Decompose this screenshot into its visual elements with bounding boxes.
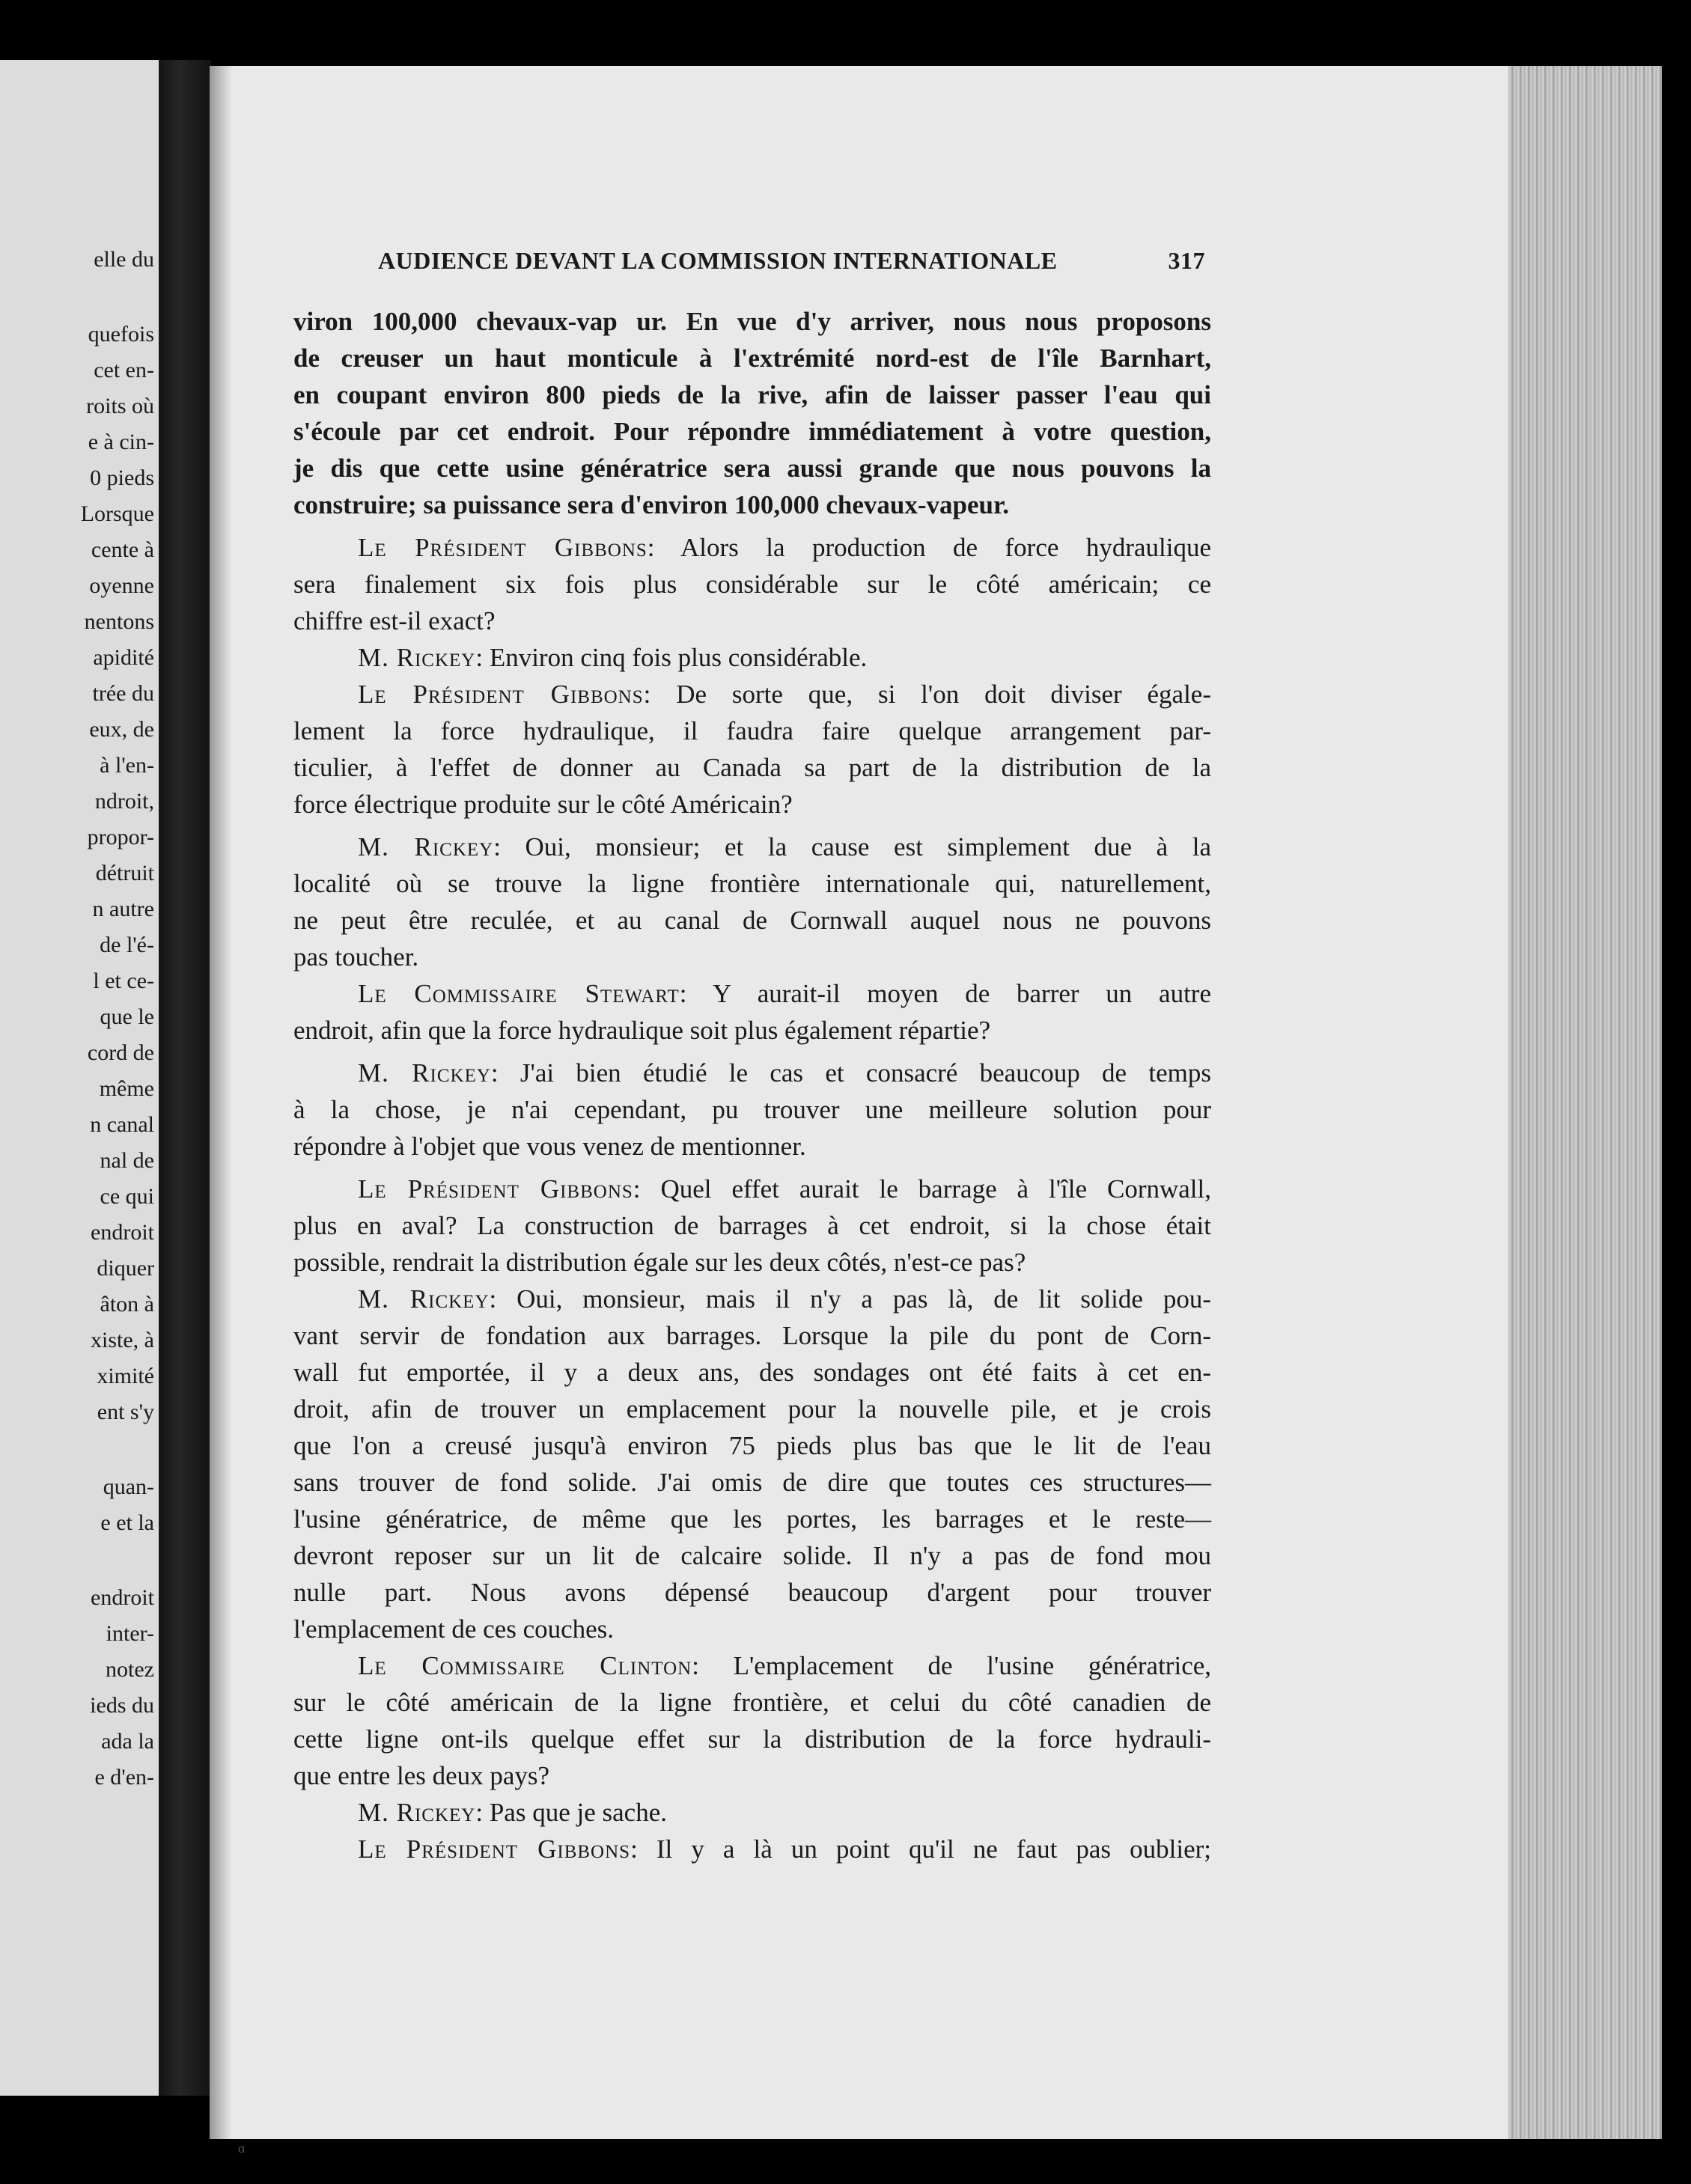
text-line <box>293 1831 1211 1867</box>
margin-fragment: 0 pieds <box>90 466 154 490</box>
text-line <box>293 1055 1211 1091</box>
line-text: sera finalement six fois plus considérable sur le côté américain; ce <box>293 570 1211 599</box>
text-line <box>293 486 1211 523</box>
margin-fragment: détruit <box>95 861 154 885</box>
text-line <box>293 566 1211 603</box>
running-header <box>378 247 1205 278</box>
line-text: viron 100,000 chevaux-vap ur. En vue d'y arriver, nous nous proposons <box>293 307 1211 336</box>
margin-fragment: ada la <box>101 1729 154 1754</box>
line-text: cette ligne ont-ils quelque effet sur la distribution de la force hydrauli- <box>293 1724 1211 1754</box>
margin-fragment: ndroit, <box>94 789 154 814</box>
line-text: endroit, afin que la force hydraulique soit plus également répartie? <box>293 1016 991 1045</box>
speaker-name: M. Rickey <box>358 832 494 861</box>
line-text: pas toucher. <box>293 942 419 971</box>
text-line <box>293 865 1211 902</box>
text-line <box>293 1171 1211 1207</box>
line-text: l'usine génératrice, de même que les portes, les barrages et le reste— <box>293 1504 1211 1534</box>
line-text: : L'emplacement de l'usine génératrice, <box>692 1651 1212 1680</box>
line-text: devront reposer sur un lit de calcaire solide. Il n'y a pas de fond mou <box>293 1541 1211 1570</box>
margin-fragment: cet en- <box>94 358 154 382</box>
line-text: s'écoule par cet endroit. Pour répondre immédiatement à votre question, <box>293 417 1211 446</box>
line-text: ne peut être reculée, et au canal de Cornwall auquel nous ne pouvons <box>293 906 1211 935</box>
text-line <box>293 1574 1211 1611</box>
margin-fragment: quefois <box>88 322 154 347</box>
text-line <box>293 1207 1211 1244</box>
page-shadow <box>210 66 232 2139</box>
line-text: force électrique produite sur le côté Américain? <box>293 790 793 819</box>
line-text: chiffre est-il exact? <box>293 606 496 635</box>
line-text: sur le côté américain de la ligne frontière, et celui du côté canadien de <box>293 1688 1211 1717</box>
text-line <box>293 975 1211 1012</box>
speaker-name: M. Rickey <box>358 1058 491 1088</box>
line-text: à la chose, je n'ai cependant, pu trouver une meilleure solution pour <box>293 1095 1211 1124</box>
line-text: : Il y a là un point qu'il ne faut pas oublier; <box>630 1834 1211 1864</box>
margin-fragment: e à cin- <box>88 430 154 454</box>
margin-fragment: elle du <box>94 247 154 272</box>
text-line <box>293 1647 1211 1684</box>
text-line <box>293 529 1211 566</box>
line-text: : Quel effet aurait le barrage à l'île Cornwall, <box>633 1174 1211 1204</box>
text-line <box>293 1794 1211 1831</box>
text-line <box>293 1281 1211 1317</box>
text-line <box>293 1354 1211 1391</box>
margin-fragment: que le <box>100 1004 154 1029</box>
facing-page-fragment <box>0 60 159 2096</box>
speaker-name: Le Commissaire Clinton <box>358 1651 692 1680</box>
margin-fragment: diquer <box>97 1256 154 1281</box>
margin-fragment: de l'é- <box>100 933 154 957</box>
text-line <box>293 639 1211 676</box>
margin-fragment: e et la <box>100 1510 154 1535</box>
margin-fragment: e d'en- <box>94 1765 154 1790</box>
paragraph-gap <box>293 523 1211 529</box>
margin-fragment: notez <box>106 1657 154 1682</box>
speaker-name: Le Président Gibbons <box>358 1174 633 1204</box>
body-text <box>293 303 1211 1867</box>
text-line <box>293 1611 1211 1647</box>
margin-fragment: nentons <box>84 609 154 634</box>
text-line <box>293 1464 1211 1501</box>
line-text: sans trouver de fond solide. J'ai omis de dire que toutes ces structures— <box>293 1468 1211 1497</box>
text-line <box>293 376 1211 413</box>
book-gutter <box>159 60 211 2096</box>
line-text: que l'on a creusé jusqu'à environ 75 pieds plus bas que le lit de l'eau <box>293 1431 1211 1460</box>
text-line <box>293 303 1211 340</box>
paragraph-gap <box>293 823 1211 829</box>
text-line <box>293 413 1211 450</box>
line-text: en coupant environ 800 pieds de la rive, afin de laisser passer l'eau qui <box>293 380 1211 409</box>
margin-fragment: n autre <box>92 897 154 921</box>
margin-fragment: ieds du <box>90 1693 154 1718</box>
text-line <box>293 1427 1211 1464</box>
margin-fragment: cord de <box>87 1040 154 1065</box>
text-line <box>293 939 1211 975</box>
speaker-name: Le Président Gibbons <box>358 1834 631 1864</box>
page-number: 317 <box>1168 247 1205 274</box>
speaker-name: Le Président Gibbons <box>358 533 648 562</box>
line-text: répondre à l'objet que vous venez de mentionner. <box>293 1132 806 1161</box>
text-line <box>293 713 1211 749</box>
line-text: : J'ai bien étudié le cas et consacré beaucoup de temps <box>490 1058 1211 1088</box>
speaker-name: M. Rickey <box>358 643 476 672</box>
margin-fragment: nal de <box>100 1148 154 1173</box>
margin-fragment: âton à <box>100 1292 154 1317</box>
line-text: : Environ cinq fois plus considérable. <box>475 643 868 672</box>
margin-fragment: eux, de <box>89 717 154 742</box>
text-line <box>293 1501 1211 1537</box>
text-line <box>293 340 1211 376</box>
margin-fragment: roits où <box>86 394 154 418</box>
margin-fragment: quan- <box>103 1474 154 1499</box>
margin-fragment: propor- <box>87 825 154 849</box>
margin-fragment: Lorsque <box>80 501 154 526</box>
text-line <box>293 450 1211 486</box>
speaker-name: Le Président Gibbons <box>358 680 644 709</box>
margin-fragment: ximité <box>97 1364 154 1388</box>
line-text: wall fut emportée, il y a deux ans, des sondages ont été faits à cet en- <box>293 1358 1211 1387</box>
line-text: : Oui, monsieur, mais il n'y a pas là, de lit solide pou- <box>489 1284 1211 1314</box>
text-line <box>293 1012 1211 1049</box>
line-text: droit, afin de trouver un emplacement pour la nouvelle pile, et je crois <box>293 1394 1211 1424</box>
line-text: construire; sa puissance sera d'environ 100,000 chevaux-vapeur. <box>293 490 1010 519</box>
line-text: ticulier, à l'effet de donner au Canada sa part de la distribution de la <box>293 753 1211 782</box>
margin-fragment: l et ce- <box>93 969 154 993</box>
margin-fragment: cente à <box>91 537 154 562</box>
text-line <box>293 676 1211 713</box>
line-text: vant servir de fondation aux barrages. Lorsque la pile du pont de Corn- <box>293 1321 1211 1350</box>
text-line <box>293 1244 1211 1281</box>
line-text: lement la force hydraulique, il faudra faire quelque arrangement par- <box>293 716 1211 745</box>
margin-fragment: oyenne <box>89 573 154 598</box>
margin-fragment: endroit <box>91 1585 154 1610</box>
line-text: plus en aval? La construction de barrages à cet endroit, si la chose était <box>293 1211 1211 1240</box>
text-line <box>293 1091 1211 1128</box>
line-text: : Y aurait-il moyen de barrer un autre <box>679 979 1211 1008</box>
margin-fragment: même <box>99 1076 154 1101</box>
line-text: : De sorte que, si l'on doit diviser égale- <box>643 680 1211 709</box>
speaker-name: M. Rickey <box>358 1284 490 1314</box>
text-line <box>293 1128 1211 1165</box>
text-line <box>293 603 1211 639</box>
line-text: l'emplacement de ces couches. <box>293 1614 615 1644</box>
text-line <box>293 749 1211 786</box>
margin-fragment: xiste, à <box>91 1328 154 1352</box>
line-text: : Oui, monsieur; et la cause est simplement due à la <box>493 832 1211 861</box>
paragraph-gap <box>293 1165 1211 1171</box>
text-line <box>293 1721 1211 1757</box>
line-text: : Alors la production de force hydraulique <box>647 533 1211 562</box>
text-line <box>293 1317 1211 1354</box>
speaker-name: M. Rickey <box>358 1798 476 1827</box>
text-line <box>293 829 1211 865</box>
margin-fragment: à l'en- <box>100 753 154 778</box>
text-line <box>293 1757 1211 1794</box>
text-line <box>293 786 1211 823</box>
margin-fragment: inter- <box>106 1621 154 1646</box>
line-text: je dis que cette usine génératrice sera aussi grande que nous pouvons la <box>293 454 1211 483</box>
line-text: possible, rendrait la distribution égale sur les deux côtés, n'est-ce pas? <box>293 1248 1026 1277</box>
text-line <box>293 1684 1211 1721</box>
text-line <box>293 1537 1211 1574</box>
text-line <box>293 1391 1211 1427</box>
page-edges <box>1508 66 1662 2139</box>
running-title: AUDIENCE DEVANT LA COMMISSION INTERNATIONALE <box>378 247 1058 274</box>
margin-fragment: ent s'y <box>97 1400 154 1424</box>
text-line <box>293 902 1211 939</box>
line-text: nulle part. Nous avons dépensé beaucoup d'argent pour trouver <box>293 1578 1211 1607</box>
paragraph-gap <box>293 1049 1211 1055</box>
corner-mark: ɑ <box>238 2141 246 2156</box>
line-text: de creuser un haut monticule à l'extrémité nord-est de l'île Barnhart, <box>293 344 1211 373</box>
margin-fragment: ce qui <box>100 1184 154 1209</box>
line-text: que entre les deux pays? <box>293 1761 550 1790</box>
line-text: localité où se trouve la ligne frontière internationale qui, naturellement, <box>293 869 1211 898</box>
margin-fragment: apidité <box>93 645 154 670</box>
margin-fragment: trée du <box>92 681 154 706</box>
speaker-name: Le Commissaire Stewart <box>358 979 680 1008</box>
margin-fragment: endroit <box>91 1220 154 1245</box>
margin-fragment: n canal <box>90 1112 154 1137</box>
line-text: : Pas que je sache. <box>475 1798 667 1827</box>
